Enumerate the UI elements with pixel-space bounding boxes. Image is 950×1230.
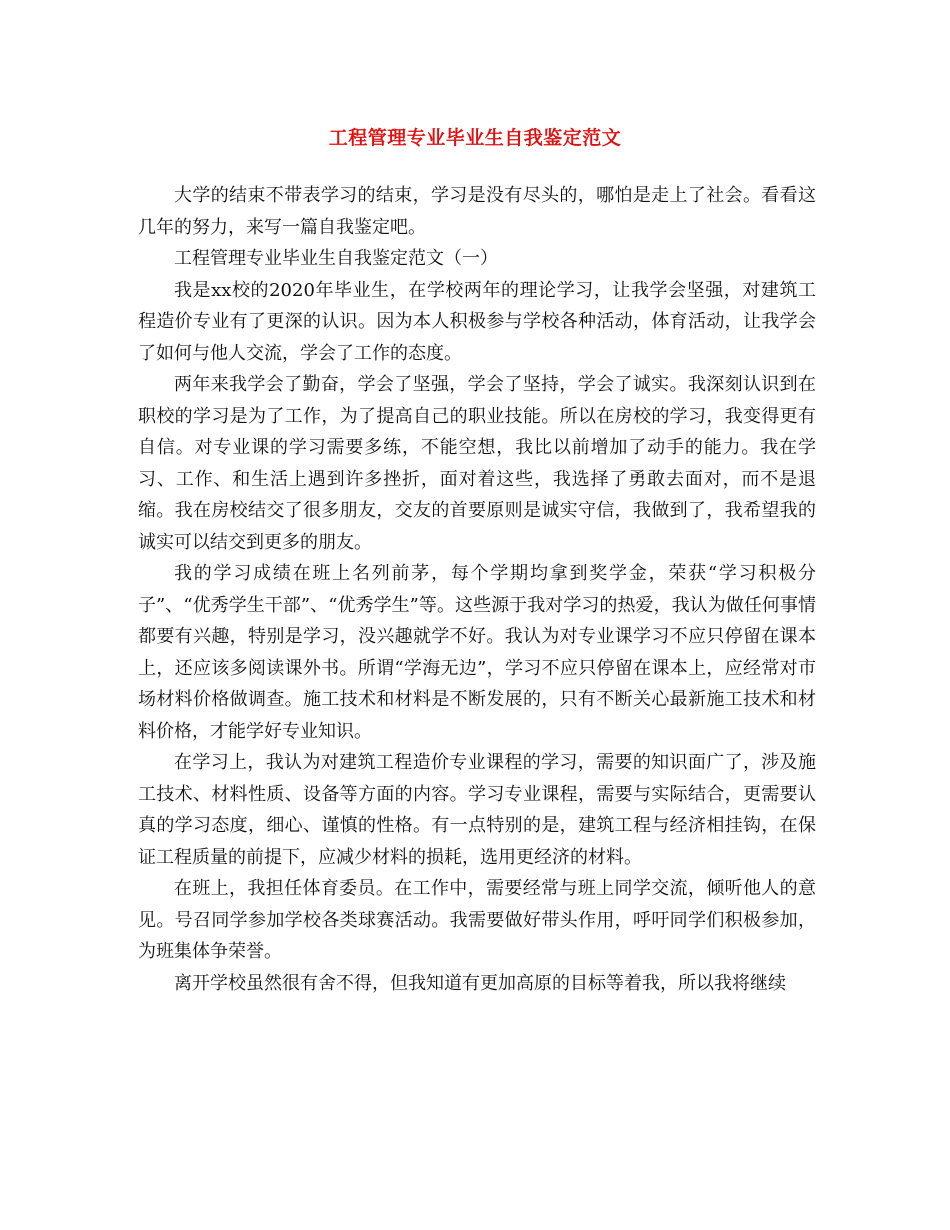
paragraph: 两年来我学会了勤奋，学会了坚强，学会了坚持，学会了诚实。我深刻认识到在职校的学习是为了工作，为了提高自己的职业技能。所以在房校的学习，我变得更有自信。对专业课的学习需要多练，不能空想，我比以前增加了动手的能力。我在学习、工作、和生活上遇到许多挫折，面对着这些，我选择了勇敢去面对，而不是退缩。我在房校结交了很多朋友，交友的首要原则是诚实守信，我做到了，我希望我的诚实可以结交到更多的朋友。 (138, 374, 816, 553)
section-heading: 工程管理专业毕业生自我鉴定范文（一） (174, 248, 498, 269)
paragraph: 在班上，我担任体育委员。在工作中，需要经常与班上同学交流，倾听他人的意见。号召同学参加学校各类球赛活动。我需要做好带头作用，呼吁同学们积极参加，为班集体争荣誉。 (138, 878, 816, 962)
document-body (138, 180, 816, 999)
paragraph: 大学的结束不带表学习的结束，学习是没有尽头的，哪怕是走上了社会。看看这几年的努力，来写一篇自我鉴定吧。 (138, 185, 816, 238)
document-title: 工程管理专业毕业生自我鉴定范文 (328, 127, 622, 149)
paragraph: 在学习上，我认为对建筑工程造价专业课程的学习，需要的知识面广了，涉及施工技术、材料性质、设备等方面的内容。学习专业课程，需要与实际结合，更需要认真的学习态度，细心、谨慎的性格。有一点特别的是，建筑工程与经济相挂钩，在保证工程质量的前提下，应减少材料的损耗，选用更经济的材料。 (138, 752, 816, 868)
paragraph: 我是xx校的2020年毕业生，在学校两年的理论学习，让我学会坚强，对建筑工程造价专业有了更深的认识。因为本人积极参与学校各种活动，体育活动，让我学会了如何与他人交流，学会了工作的态度。 (138, 279, 816, 364)
paragraph: 我的学习成绩在班上名列前茅，每个学期均拿到奖学金，荣获“学习积极分子”、“优秀学生干部”、“优秀学生”等。这些源于我对学习的热爱，我认为做任何事情都要有兴趣，特别是学习，没兴趣就学不好。我认为对专业课学习不应只停留在课本上，还应该多阅读课外书。所谓“学海无边”，学习不应只停留在课本上，应经常对市场材料价格做调查。施工技术和材料是不断发展的，只有不断关心最新施工技术和材料价格，才能学好专业知识。 (138, 563, 816, 742)
paragraph: 离开学校虽然很有舍不得，但我知道有更加高原的目标等着我，所以我将继续 (174, 972, 786, 994)
